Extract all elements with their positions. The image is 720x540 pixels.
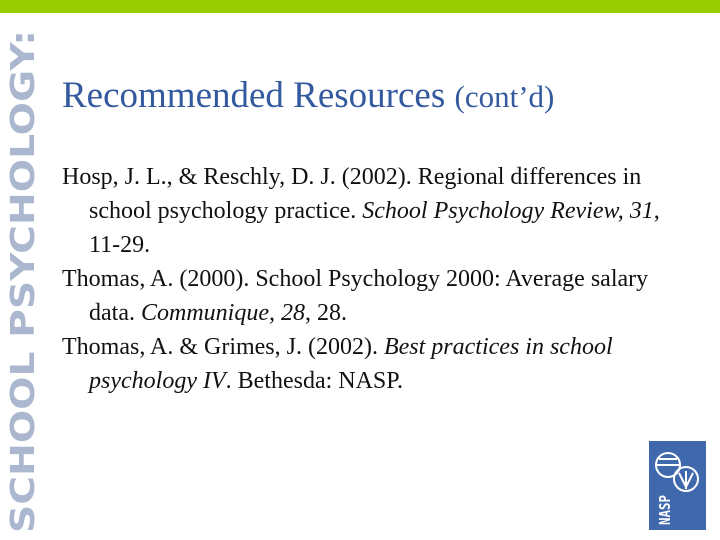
slide-title-suffix: (cont’d): [454, 79, 555, 114]
reference-list: [62, 160, 682, 398]
top-accent-bar: [0, 0, 720, 13]
side-banner-graphic: [0, 13, 52, 540]
reference-pages: , 28.: [304, 300, 347, 326]
slide-title: [62, 74, 554, 119]
reference-text: Hosp, J. L., & Reschly, D. J. (2002). Regional differences in school psychology practice.: [62, 164, 642, 224]
side-banner-text: SCHOOL PSYCHOLOGY:: [3, 109, 42, 533]
nasp-logo: [649, 441, 706, 530]
reference-item: [62, 160, 682, 262]
nasp-logo-graphic: [649, 441, 706, 530]
side-banner: [0, 13, 52, 540]
reference-source: Best practices in school psychology IV: [89, 334, 613, 394]
slide-title-main: Recommended Resources: [62, 75, 446, 116]
nasp-logo-text: NASP: [656, 488, 674, 525]
reference-pages: . Bethesda: NASP.: [225, 368, 403, 394]
reference-text: Thomas, A. & Grimes, J. (2002).: [62, 334, 384, 360]
reference-item: [62, 330, 682, 398]
reference-item: [62, 262, 682, 330]
reference-source: School Psychology Review, 31: [362, 198, 654, 224]
psi-emblem-icon: [655, 453, 698, 491]
reference-pages: , 11-29.: [89, 198, 660, 258]
reference-text: Thomas, A. (2000). School Psychology 2000: Average salary data.: [62, 266, 649, 326]
reference-source: Communique, 28: [140, 300, 305, 326]
